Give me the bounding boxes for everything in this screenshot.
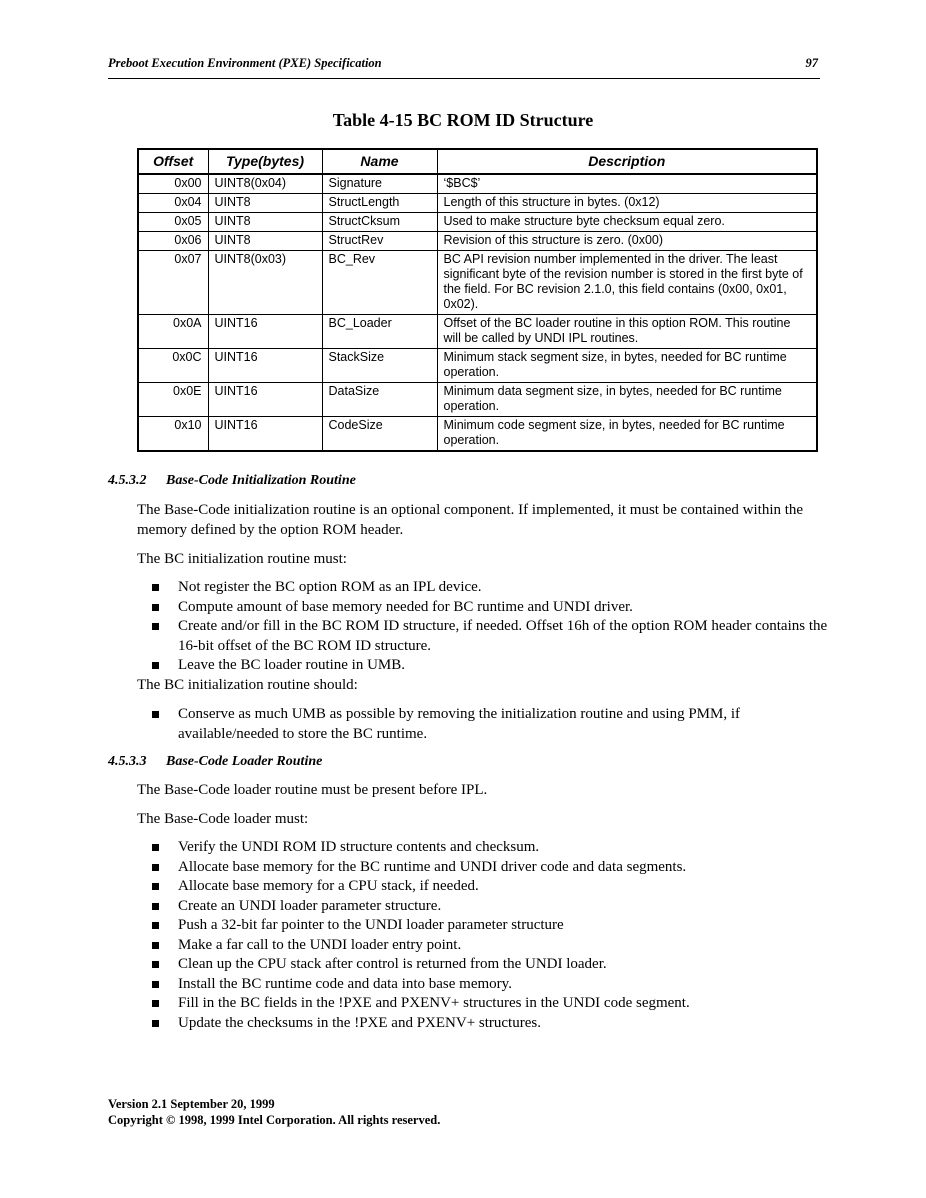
column-header-name: Name	[322, 149, 437, 174]
table-row	[138, 315, 817, 349]
cell-offset: 0x05	[138, 213, 208, 232]
section-heading-loader-routine	[108, 754, 322, 770]
list-item: Clean up the CPU stack after control is returned from the UNDI loader.	[137, 955, 837, 975]
list-item: Update the checksums in the !PXE and PXENV+ structures.	[137, 1014, 837, 1034]
cell-type: UINT16	[208, 417, 322, 452]
cell-name: StructCksum	[322, 213, 437, 232]
list-item: Leave the BC loader routine in UMB.	[137, 656, 837, 676]
cell-name: BC_Rev	[322, 251, 437, 315]
cell-offset: 0x00	[138, 174, 208, 194]
cell-name: Signature	[322, 174, 437, 194]
list-item: Push a 32-bit far pointer to the UNDI loader parameter structure	[137, 916, 837, 936]
list-item: Fill in the BC fields in the !PXE and PXENV+ structures in the UNDI code segment.	[137, 994, 837, 1014]
footer-copyright: Copyright © 1998, 1999 Intel Corporation. All rights reserved.	[108, 1113, 441, 1127]
list-item: Not register the BC option ROM as an IPL device.	[137, 578, 837, 598]
cell-description: Minimum stack segment size, in bytes, needed for BC runtime operation.	[437, 349, 817, 383]
cell-offset: 0x07	[138, 251, 208, 315]
list-item: Allocate base memory for the BC runtime and UNDI driver code and data segments.	[137, 858, 837, 878]
section-title: Base-Code Initialization Routine	[166, 473, 356, 488]
column-header-offset: Offset	[138, 149, 208, 174]
cell-description: Length of this structure in bytes. (0x12)	[437, 194, 817, 213]
section-heading-init-routine	[108, 473, 356, 489]
cell-name: DataSize	[322, 383, 437, 417]
cell-name: StackSize	[322, 349, 437, 383]
cell-description: Used to make structure byte checksum equal zero.	[437, 213, 817, 232]
table-row	[138, 251, 817, 315]
cell-name: StructLength	[322, 194, 437, 213]
running-header-title: Preboot Execution Environment (PXE) Specification	[108, 56, 382, 70]
column-header-description: Description	[437, 149, 817, 174]
bullet-list	[137, 705, 837, 744]
table-row	[138, 213, 817, 232]
bullet-list	[137, 578, 837, 676]
paragraph: The BC initialization routine must:	[137, 551, 347, 567]
cell-type: UINT8(0x04)	[208, 174, 322, 194]
list-item: Install the BC runtime code and data into base memory.	[137, 975, 837, 995]
bc-rom-id-table	[137, 148, 818, 452]
section-number: 4.5.3.2	[108, 473, 147, 488]
list-item: Create and/or fill in the BC ROM ID structure, if needed. Offset 16h of the option ROM header contains the 16-bit offset of the BC ROM ID structure.	[137, 617, 837, 656]
column-header-type: Type(bytes)	[208, 149, 322, 174]
cell-offset: 0x0E	[138, 383, 208, 417]
list-item: Allocate base memory for a CPU stack, if needed.	[137, 877, 837, 897]
cell-type: UINT16	[208, 315, 322, 349]
cell-description: Minimum code segment size, in bytes, needed for BC runtime operation.	[437, 417, 817, 452]
cell-description: Minimum data segment size, in bytes, needed for BC runtime operation.	[437, 383, 817, 417]
page-number: 97	[805, 56, 818, 70]
table-row	[138, 194, 817, 213]
cell-offset: 0x10	[138, 417, 208, 452]
cell-type: UINT8	[208, 213, 322, 232]
section-number: 4.5.3.3	[108, 754, 147, 769]
cell-type: UINT8(0x03)	[208, 251, 322, 315]
cell-type: UINT16	[208, 349, 322, 383]
table-row	[138, 417, 817, 452]
cell-type: UINT8	[208, 232, 322, 251]
list-item: Make a far call to the UNDI loader entry point.	[137, 936, 837, 956]
cell-name: StructRev	[322, 232, 437, 251]
cell-offset: 0x0C	[138, 349, 208, 383]
table-row	[138, 349, 817, 383]
cell-description: ‘$BC$’	[437, 174, 817, 194]
section-title: Base-Code Loader Routine	[166, 754, 323, 769]
cell-name: CodeSize	[322, 417, 437, 452]
table-row	[138, 383, 817, 417]
list-item: Compute amount of base memory needed for BC runtime and UNDI driver.	[137, 598, 837, 618]
cell-type: UINT16	[208, 383, 322, 417]
list-item: Create an UNDI loader parameter structure.	[137, 897, 837, 917]
table-title: Table 4-15 BC ROM ID Structure	[332, 110, 594, 130]
table-row	[138, 232, 817, 251]
cell-description: BC API revision number implemented in the driver. The least significant byte of the revision number is stored in the first byte of the field. For BC revision 2.1.0, this field contains (0x00, 0x01, 0x02).	[437, 251, 817, 315]
cell-offset: 0x06	[138, 232, 208, 251]
paragraph: The Base-Code loader must:	[137, 811, 309, 827]
cell-offset: 0x04	[138, 194, 208, 213]
cell-type: UINT8	[208, 194, 322, 213]
cell-name: BC_Loader	[322, 315, 437, 349]
table-header-row	[138, 149, 817, 174]
paragraph: The BC initialization routine should:	[137, 677, 358, 693]
list-item: Verify the UNDI ROM ID structure contents and checksum.	[137, 838, 837, 858]
table-row	[138, 174, 817, 194]
cell-description: Revision of this structure is zero. (0x00)	[437, 232, 817, 251]
header-rule	[108, 78, 820, 79]
footer-version: Version 2.1 September 20, 1999	[108, 1097, 275, 1111]
bullet-list	[137, 838, 837, 1033]
cell-description: Offset of the BC loader routine in this option ROM. This routine will be called by UNDI IPL routines.	[437, 315, 817, 349]
cell-offset: 0x0A	[138, 315, 208, 349]
list-item: Conserve as much UMB as possible by removing the initialization routine and using PMM, if available/needed to store the BC runtime.	[137, 705, 837, 744]
paragraph: The Base-Code loader routine must be present before IPL.	[137, 782, 488, 798]
paragraph: The Base-Code initialization routine is an optional component. If implemented, it must be contained within the memory defined by the option ROM header.	[137, 502, 804, 538]
